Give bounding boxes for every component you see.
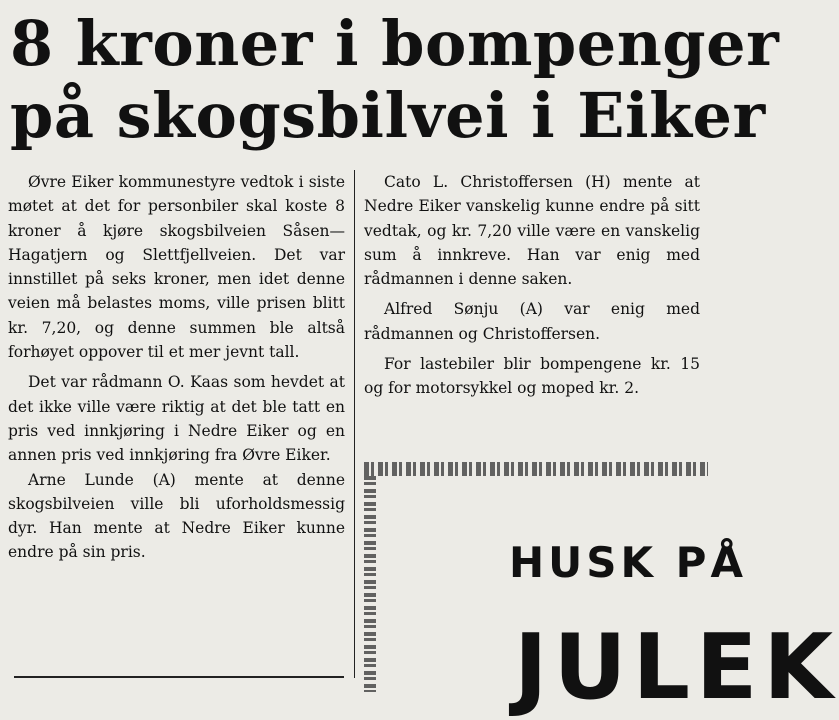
ad-headline: HUSK PÅ bbox=[509, 538, 747, 587]
paragraph: For lastebiler blir bompengene kr. 15 og for motorsykkel og moped kr. 2. bbox=[364, 355, 700, 398]
advertisement-box bbox=[364, 462, 839, 720]
article-headline bbox=[10, 7, 780, 152]
paragraph: Øvre Eiker kommunestyre vedtok i siste møtet at det for personbiler skal koste 8 kroner å kjøre skogsbilveien Såsen—Hagatjern og Slettfjellveien. Det var innstillet på seks kroner, men idet denne veien må belastes moms, ville prisen blitt kr. 7,20, og denne summen ble altså forhøyet oppover til et mer jevnt tall. bbox=[8, 173, 345, 362]
paragraph: Alfred Sønju (A) var enig med rådmannen og Christoffersen. bbox=[364, 300, 700, 343]
bottom-divider bbox=[14, 676, 344, 678]
headline-line-1: 8 kroner i bompenger bbox=[10, 7, 780, 80]
paragraph: Arne Lunde (A) mente at denne skogsbilveien ville bli uforholdsmessig dyr. Han mente at Nedre Eiker kunne endre på sin pris. bbox=[8, 470, 345, 562]
paragraph: Cato L. Christoffersen (H) mente at Nedre Eiker vanskelig kunne endre på sitt vedtak, og kr. 7,20 ville være en vanskelig sum å innkreve. Han var enig med rådmannen i denne saken. bbox=[364, 173, 700, 289]
ad-large-text: JULEK bbox=[514, 615, 839, 720]
ornamental-border-top bbox=[364, 462, 708, 476]
headline-line-2: på skogsbilvei i Eiker bbox=[10, 79, 766, 152]
ornamental-border-left bbox=[364, 476, 376, 692]
article-column-right bbox=[364, 170, 700, 401]
column-divider bbox=[354, 170, 355, 678]
paragraph: Det var rådmann O. Kaas som hevdet at det ikke ville være riktig at det ble tatt en pris ved innkjøring i Nedre Eiker og en annen pris ved innkjøring fra Øvre Eiker. bbox=[8, 373, 345, 465]
article-column-left bbox=[8, 170, 345, 565]
